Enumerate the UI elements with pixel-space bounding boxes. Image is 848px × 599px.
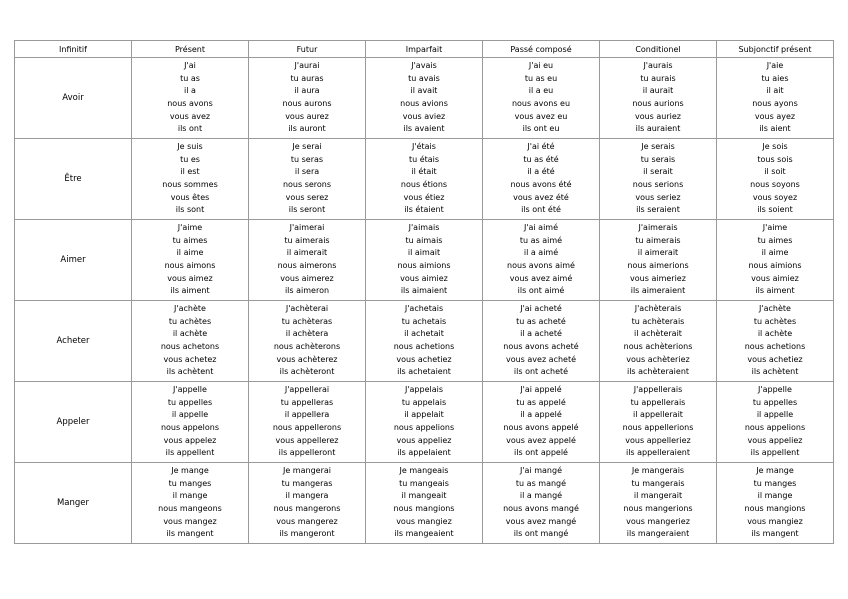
conjugation-form: J'appelais xyxy=(404,385,444,395)
conjugation-form: ils auront xyxy=(288,124,326,134)
conjugation-form: tu seras xyxy=(290,154,324,164)
conjugation-form: vous aimez xyxy=(167,273,213,283)
conjugation-form: nous avons xyxy=(167,99,213,108)
conjugation-form: il sera xyxy=(294,167,320,177)
conjugation-form: ils aient xyxy=(759,124,791,134)
conjugation-form: vous aimerez xyxy=(280,273,334,283)
conjugation-form: J'appellerai xyxy=(284,385,330,395)
conjugation-form: Je serais xyxy=(641,142,675,152)
conjugation-form: tu appelles xyxy=(167,397,213,407)
conjugation-form: vous avez mangé xyxy=(505,516,577,526)
conjugation-form: vous avez xyxy=(169,111,211,121)
header-present: Présent xyxy=(132,41,249,58)
verb-infinitive: Manger xyxy=(15,463,132,544)
conjugation-cell xyxy=(483,301,600,382)
conjugation-form: il était xyxy=(411,167,437,177)
conjugation-form: Je sois xyxy=(762,142,788,152)
conjugation-cell xyxy=(132,139,249,220)
conjugation-form: nous aimions xyxy=(748,261,802,270)
conjugation-form: nous appelions xyxy=(744,423,806,432)
conjugation-form: tous sois xyxy=(757,154,793,164)
conjugation-form: vous aimeriez xyxy=(630,273,686,283)
conjugation-form: il est xyxy=(180,167,200,177)
conjugation-form: nous avons été xyxy=(510,180,572,189)
conjugation-form: ils ont appelé xyxy=(514,448,568,458)
conjugation-form: J'ai été xyxy=(527,142,555,152)
conjugation-form: il achètera xyxy=(285,329,329,339)
conjugation-form: tu mangerais xyxy=(631,478,685,488)
conjugation-form: vous achèterez xyxy=(276,354,338,364)
conjugation-form: ils sont xyxy=(175,205,205,215)
conjugation-cell xyxy=(249,220,366,301)
conjugation-form: nous aimerions xyxy=(627,261,689,270)
conjugation-form: ils aimaient xyxy=(400,286,448,296)
conjugation-form: J'ai aimé xyxy=(523,223,559,233)
conjugation-form: ils ont mangé xyxy=(513,529,569,539)
conjugation-form: tu as acheté xyxy=(516,316,566,326)
conjugation-form: ils soient xyxy=(757,205,793,215)
conjugation-form: J'aimerais xyxy=(638,223,678,233)
conjugation-form: tu appelais xyxy=(401,397,447,407)
conjugation-form: ils aiment xyxy=(755,286,795,296)
conjugation-form: vous aviez xyxy=(402,111,446,121)
conjugation-form: vous appelleriez xyxy=(625,435,691,445)
conjugation-form: il aimait xyxy=(407,248,441,258)
conjugation-form: tu serais xyxy=(640,154,676,164)
conjugation-cell xyxy=(600,463,717,544)
conjugation-form: ils mangeraient xyxy=(626,529,690,539)
conjugation-form: ils aimeraient xyxy=(630,286,686,296)
conjugation-form: il achèterait xyxy=(634,329,682,339)
conjugation-form: vous seriez xyxy=(635,192,681,202)
conjugation-form: nous appellerons xyxy=(272,423,342,432)
conjugation-form: tu aimerais xyxy=(284,235,330,245)
conjugation-form: nous achetons xyxy=(160,342,220,351)
conjugation-form: il aura xyxy=(294,86,320,96)
conjugation-form: ils mangeaient xyxy=(394,529,454,539)
conjugation-form: J'appelle xyxy=(173,385,207,395)
conjugation-form: nous avons acheté xyxy=(503,342,579,351)
conjugation-form: J'ai acheté xyxy=(520,304,562,314)
conjugation-form: vous avez appelé xyxy=(506,435,576,445)
conjugation-form: nous avons mangé xyxy=(503,504,579,513)
conjugation-form: tu aurais xyxy=(640,73,676,83)
conjugation-form: ils seront xyxy=(288,205,326,215)
conjugation-form: il soit xyxy=(764,167,786,177)
conjugation-form: il mange xyxy=(757,491,793,501)
conjugation-cell xyxy=(249,58,366,139)
conjugation-form: nous aimons xyxy=(164,261,216,270)
conjugation-form: tu es xyxy=(180,154,200,164)
table-row xyxy=(15,220,834,301)
conjugation-cell xyxy=(366,139,483,220)
conjugation-form: tu as mangé xyxy=(515,478,567,488)
conjugation-form: nous appelons xyxy=(160,423,220,432)
conjugation-form: ils appelleront xyxy=(278,448,336,458)
conjugation-form: Je mangerai xyxy=(282,466,331,476)
conjugation-form: il a appelé xyxy=(520,410,562,420)
conjugation-form: il mange xyxy=(172,491,208,501)
conjugation-form: ils ont acheté xyxy=(513,367,569,377)
conjugation-form: ils mangent xyxy=(166,529,214,539)
conjugation-cell xyxy=(132,301,249,382)
conjugation-form: ils aimeron xyxy=(284,286,330,296)
conjugation-cell xyxy=(483,463,600,544)
conjugation-form: ils aiment xyxy=(170,286,210,296)
conjugation-form: nous avons appelé xyxy=(503,423,579,432)
conjugation-form: nous aimions xyxy=(397,261,451,270)
conjugation-form: vous appeliez xyxy=(747,435,803,445)
conjugation-cell xyxy=(600,220,717,301)
conjugation-form: il aurait xyxy=(642,86,674,96)
conjugation-cell xyxy=(366,463,483,544)
conjugation-cell xyxy=(366,220,483,301)
conjugation-form: nous serons xyxy=(282,180,332,189)
conjugation-cell xyxy=(717,463,834,544)
conjugation-form: tu as xyxy=(180,73,200,83)
conjugation-form: il a aimé xyxy=(523,248,559,258)
conjugation-cell xyxy=(717,301,834,382)
conjugation-form: il mangeait xyxy=(401,491,447,501)
conjugation-form: ils achetaient xyxy=(397,367,451,377)
conjugation-form: J'achèterai xyxy=(285,304,329,314)
conjugation-form: vous auriez xyxy=(634,111,681,121)
conjugation-form: nous achèterons xyxy=(273,342,341,351)
conjugation-cell xyxy=(600,382,717,463)
header-passe-compose: Passé composé xyxy=(483,41,600,58)
conjugation-form: il mangerait xyxy=(633,491,683,501)
conjugation-cell xyxy=(249,301,366,382)
conjugation-form: tu appelles xyxy=(752,397,798,407)
table-body xyxy=(15,58,834,544)
conjugation-form: Je mangeais xyxy=(399,466,449,476)
table-row xyxy=(15,382,834,463)
conjugation-form: tu étais xyxy=(408,154,440,164)
conjugation-form: il appelle xyxy=(756,410,794,420)
conjugation-form: Je serai xyxy=(292,142,322,152)
conjugation-form: nous mangerions xyxy=(623,504,693,513)
conjugation-form: vous mangiez xyxy=(747,516,803,526)
conjugation-cell xyxy=(600,58,717,139)
conjugation-form: J'aie xyxy=(766,61,784,71)
conjugation-form: tu as eu xyxy=(524,73,558,83)
conjugation-form: J'aime xyxy=(762,223,788,233)
conjugation-form: nous serions xyxy=(632,180,684,189)
conjugation-cell xyxy=(717,382,834,463)
conjugation-form: Je mange xyxy=(171,466,209,476)
conjugation-form: J'étais xyxy=(412,142,436,152)
conjugation-form: nous mangions xyxy=(393,504,455,513)
conjugation-form: il appelle xyxy=(171,410,209,420)
conjugation-form: tu achèteras xyxy=(281,316,333,326)
conjugation-form: nous appellerions xyxy=(622,423,694,432)
conjugation-form: J'ai eu xyxy=(528,61,554,71)
conjugation-form: vous mangeriez xyxy=(626,516,690,526)
conjugation-form: tu aimais xyxy=(405,235,443,245)
header-futur: Futur xyxy=(249,41,366,58)
conjugation-form: nous aurions xyxy=(632,99,684,108)
conjugation-form: ils ont xyxy=(177,124,203,134)
conjugation-form: tu manges xyxy=(753,478,797,488)
conjugation-form: nous mangions xyxy=(744,504,806,513)
table-row xyxy=(15,58,834,139)
conjugation-form: tu achetais xyxy=(401,316,447,326)
conjugation-form: vous avez eu xyxy=(514,111,568,121)
conjugation-form: J'aurai xyxy=(294,61,320,71)
conjugation-form: Je mange xyxy=(756,466,794,476)
conjugation-form: nous aurons xyxy=(282,99,332,108)
conjugation-form: J'aimerai xyxy=(289,223,325,233)
conjugation-form: nous mangeons xyxy=(158,504,222,513)
header-conditionel: Conditionel xyxy=(600,41,717,58)
conjugation-form: vous mangerez xyxy=(276,516,338,526)
conjugation-cell xyxy=(249,382,366,463)
conjugation-cell xyxy=(600,301,717,382)
conjugation-form: J'appellerais xyxy=(633,385,683,395)
conjugation-cell xyxy=(717,139,834,220)
verb-infinitive: Avoir xyxy=(15,58,132,139)
conjugation-form: tu auras xyxy=(290,73,324,83)
conjugation-form: nous avions xyxy=(400,99,448,108)
conjugation-form: vous appelez xyxy=(163,435,217,445)
conjugation-form: ils achèteront xyxy=(279,367,335,377)
conjugation-form: il mangera xyxy=(285,491,329,501)
conjugation-form: ils ont eu xyxy=(522,124,560,134)
conjugation-form: nous étions xyxy=(400,180,448,189)
conjugation-form: tu mangeais xyxy=(399,478,449,488)
conjugation-form: tu aimes xyxy=(757,235,793,245)
conjugation-cell xyxy=(483,58,600,139)
table-header xyxy=(15,41,834,58)
conjugation-form: ils achèteraient xyxy=(626,367,690,377)
conjugation-form: J'aurais xyxy=(643,61,673,71)
conjugation-form: nous aimerons xyxy=(277,261,337,270)
header-infinitif: Infinitif xyxy=(15,41,132,58)
conjugation-form: vous avez aimé xyxy=(509,273,573,283)
conjugation-form: tu avais xyxy=(408,73,440,83)
conjugation-form: vous avez acheté xyxy=(505,354,577,364)
conjugation-form: ils mangeront xyxy=(279,529,335,539)
conjugation-form: ils seraient xyxy=(636,205,680,215)
conjugation-form: nous soyons xyxy=(750,180,800,189)
conjugation-form: vous aurez xyxy=(285,111,329,121)
verb-infinitive: Aimer xyxy=(15,220,132,301)
conjugation-form: il appellera xyxy=(284,410,330,420)
conjugation-cell xyxy=(132,220,249,301)
conjugation-form: vous achèteriez xyxy=(626,354,690,364)
conjugation-cell xyxy=(717,220,834,301)
conjugation-form: J'achète xyxy=(759,304,791,314)
conjugation-form: il a mangé xyxy=(519,491,563,501)
conjugation-form: il serait xyxy=(643,167,673,177)
conjugation-form: vous mangiez xyxy=(396,516,452,526)
conjugation-form: nous avons aimé xyxy=(507,261,575,270)
conjugation-form: il appellerait xyxy=(633,410,683,420)
verb-infinitive: Appeler xyxy=(15,382,132,463)
conjugation-form: J'aimais xyxy=(408,223,440,233)
conjugation-form: ils ont été xyxy=(521,205,561,215)
conjugation-cell xyxy=(483,382,600,463)
conjugation-form: il appelait xyxy=(404,410,444,420)
conjugation-form: vous achetiez xyxy=(747,354,803,364)
conjugation-form: J'ai mangé xyxy=(520,466,562,476)
conjugation-cell xyxy=(366,301,483,382)
conjugation-form: ils appelleraient xyxy=(625,448,691,458)
conjugation-form: tu aimerais xyxy=(635,235,681,245)
conjugation-form: ils achètent xyxy=(166,367,214,377)
conjugation-form: vous achetiez xyxy=(396,354,452,364)
conjugation-form: tu manges xyxy=(168,478,212,488)
conjugation-form: tu achèterais xyxy=(631,316,685,326)
conjugation-form: nous appelions xyxy=(393,423,455,432)
conjugation-form: tu appelleras xyxy=(280,397,334,407)
conjugation-form: J'appelle xyxy=(758,385,792,395)
conjugation-form: il a xyxy=(184,86,196,96)
conjugation-form: vous ayez xyxy=(754,111,796,121)
conjugation-form: tu as appelé xyxy=(516,397,566,407)
conjugation-form: vous appellerez xyxy=(275,435,339,445)
conjugation-form: vous avez été xyxy=(513,192,569,202)
conjugation-cell xyxy=(600,139,717,220)
conjugation-form: J'ai appelé xyxy=(520,385,562,395)
conjugation-form: nous sommes xyxy=(162,180,218,189)
verb-infinitive: Acheter xyxy=(15,301,132,382)
conjugation-cell xyxy=(249,139,366,220)
table-row xyxy=(15,463,834,544)
conjugation-form: vous mangez xyxy=(163,516,217,526)
conjugation-form: tu aimes xyxy=(172,235,208,245)
conjugation-form: ils auraient xyxy=(635,124,681,134)
conjugation-form: nous achetions xyxy=(744,342,806,351)
conjugation-form: ils mangent xyxy=(751,529,799,539)
conjugation-form: ils appellent xyxy=(750,448,800,458)
conjugation-form: Je suis xyxy=(177,142,203,152)
conjugation-cell xyxy=(132,463,249,544)
conjugation-form: ils appelaient xyxy=(397,448,451,458)
conjugation-form: il achète xyxy=(757,329,793,339)
conjugation-form: vous appeliez xyxy=(396,435,452,445)
conjugation-form: il a eu xyxy=(528,86,554,96)
verb-infinitive: Être xyxy=(15,139,132,220)
conjugation-cell xyxy=(132,382,249,463)
conjugation-form: il ait xyxy=(766,86,784,96)
conjugation-form: J'aime xyxy=(177,223,203,233)
conjugation-form: J'achèterais xyxy=(634,304,682,314)
conjugation-form: tu achètes xyxy=(753,316,797,326)
conjugation-table xyxy=(14,40,834,544)
conjugation-form: tu aies xyxy=(761,73,789,83)
conjugation-form: nous mangerons xyxy=(273,504,341,513)
conjugation-cell xyxy=(483,220,600,301)
conjugation-form: ils ont aimé xyxy=(517,286,565,296)
conjugation-form: ils achètent xyxy=(751,367,799,377)
conjugation-form: vous serez xyxy=(285,192,329,202)
conjugation-form: il a été xyxy=(527,167,555,177)
conjugation-form: tu achètes xyxy=(168,316,212,326)
conjugation-form: il avait xyxy=(410,86,438,96)
table-row xyxy=(15,139,834,220)
conjugation-form: tu as été xyxy=(523,154,559,164)
header-row xyxy=(15,41,834,58)
conjugation-cell xyxy=(249,463,366,544)
conjugation-form: il aime xyxy=(761,248,789,258)
conjugation-form: vous aimiez xyxy=(400,273,448,283)
conjugation-form: vous étiez xyxy=(403,192,445,202)
conjugation-form: il achète xyxy=(172,329,208,339)
conjugation-form: il aime xyxy=(176,248,204,258)
conjugation-form: nous achèterions xyxy=(623,342,693,351)
conjugation-form: ils appellent xyxy=(165,448,215,458)
conjugation-form: nous achetions xyxy=(393,342,455,351)
conjugation-form: vous aimiez xyxy=(751,273,799,283)
table-row xyxy=(15,301,834,382)
conjugation-form: nous avons eu xyxy=(511,99,571,108)
conjugation-cell xyxy=(366,58,483,139)
header-subjonctif-present: Subjonctif présent xyxy=(717,41,834,58)
conjugation-form: tu mangeras xyxy=(281,478,333,488)
conjugation-form: Je mangerais xyxy=(631,466,685,476)
conjugation-form: J'achetais xyxy=(404,304,444,314)
conjugation-form: tu appellerais xyxy=(630,397,686,407)
conjugation-cell xyxy=(132,58,249,139)
conjugation-form: J'achète xyxy=(174,304,206,314)
conjugation-form: ils avaient xyxy=(403,124,445,134)
conjugation-cell xyxy=(717,58,834,139)
conjugation-form: vous soyez xyxy=(752,192,798,202)
conjugation-form: tu as aimé xyxy=(519,235,563,245)
conjugation-form: J'avais xyxy=(411,61,437,71)
conjugation-form: il aimerait xyxy=(637,248,679,258)
conjugation-form: vous êtes xyxy=(170,192,210,202)
header-imparfait: Imparfait xyxy=(366,41,483,58)
conjugation-form: il a acheté xyxy=(520,329,562,339)
conjugation-cell xyxy=(483,139,600,220)
conjugation-form: vous achetez xyxy=(163,354,217,364)
conjugation-form: nous ayons xyxy=(752,99,798,108)
conjugation-form: ils étaient xyxy=(404,205,444,215)
conjugation-cell xyxy=(366,382,483,463)
conjugation-form: J'ai xyxy=(184,61,196,71)
conjugation-form: il aimerait xyxy=(286,248,328,258)
conjugation-form: il achetait xyxy=(404,329,444,339)
